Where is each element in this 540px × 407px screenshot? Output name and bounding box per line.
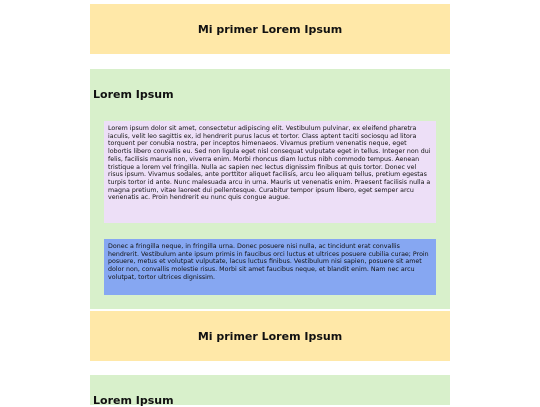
header-title: Mi primer Lorem Ipsum [197, 329, 343, 343]
paragraph-text: Donec a fringilla neque, in fringilla urna. Donec posuere nisi nulla, ac tincidunt erat convallis hendrerit. Vestibulum ante ipsum primis in faucibus orci luctus et ultrices posuere cubilia curae; Proin posuere, metus et volutpat vulputate, lacus luctus finibus. Vestibulum nisi sapien, posuere sit amet dolor non, convallis molestie risus. Morbi sit amet faucibus neque, et blandit enim. Nam nec arcu volutpat, tortor ultrices dignissim. [108, 243, 429, 281]
section-title: Lorem Ipsum [93, 88, 174, 101]
section-title: Lorem Ipsum [93, 394, 174, 407]
header-banner [90, 4, 450, 54]
content-section [90, 375, 450, 405]
header-banner [90, 311, 450, 361]
paragraph-text: Lorem ipsum dolor sit amet, consectetur adipiscing elit. Vestibulum pulvinar, ex eleifend pharetra iaculis, velit leo sagittis ex, id hendrerit purus lacus et tortor. Class aptent taciti sociosqu ad litora torquent per conubia nostra, per inceptos himenaeos. Vivamus pretium venenatis neque, eget lobortis libero convallis eu. Sed non ligula eget nisl consequat vulputate eget in tellus. Integer non dui felis, facilisis mauris non, viverra enim. Morbi rhoncus diam luctus nibh commodo tempus. Aenean tristique a lorem vel fringilla. Nulla ac sapien nec lectus dignissim finibus at quis tortor. Donec vel risus ipsum. Vivamus sodales, ante porttitor aliquet facilisis, arcu leo aliquam tellus, pretium egestas turpis tortor id ante. Nunc malesuada arcu in urna. Mauris ut venenatis enim. Praesent facilisis nulla a magna pretium, vitae laoreet dui pellentesque. Curabitur tempor ipsum libero, eget semper arcu venenatis ac. Proin hendrerit eu nunc quis congue augue. [108, 125, 431, 202]
content-section [90, 69, 450, 309]
header-title: Mi primer Lorem Ipsum [197, 22, 343, 36]
text-card-blue [104, 239, 436, 295]
text-card-purple [104, 121, 436, 223]
